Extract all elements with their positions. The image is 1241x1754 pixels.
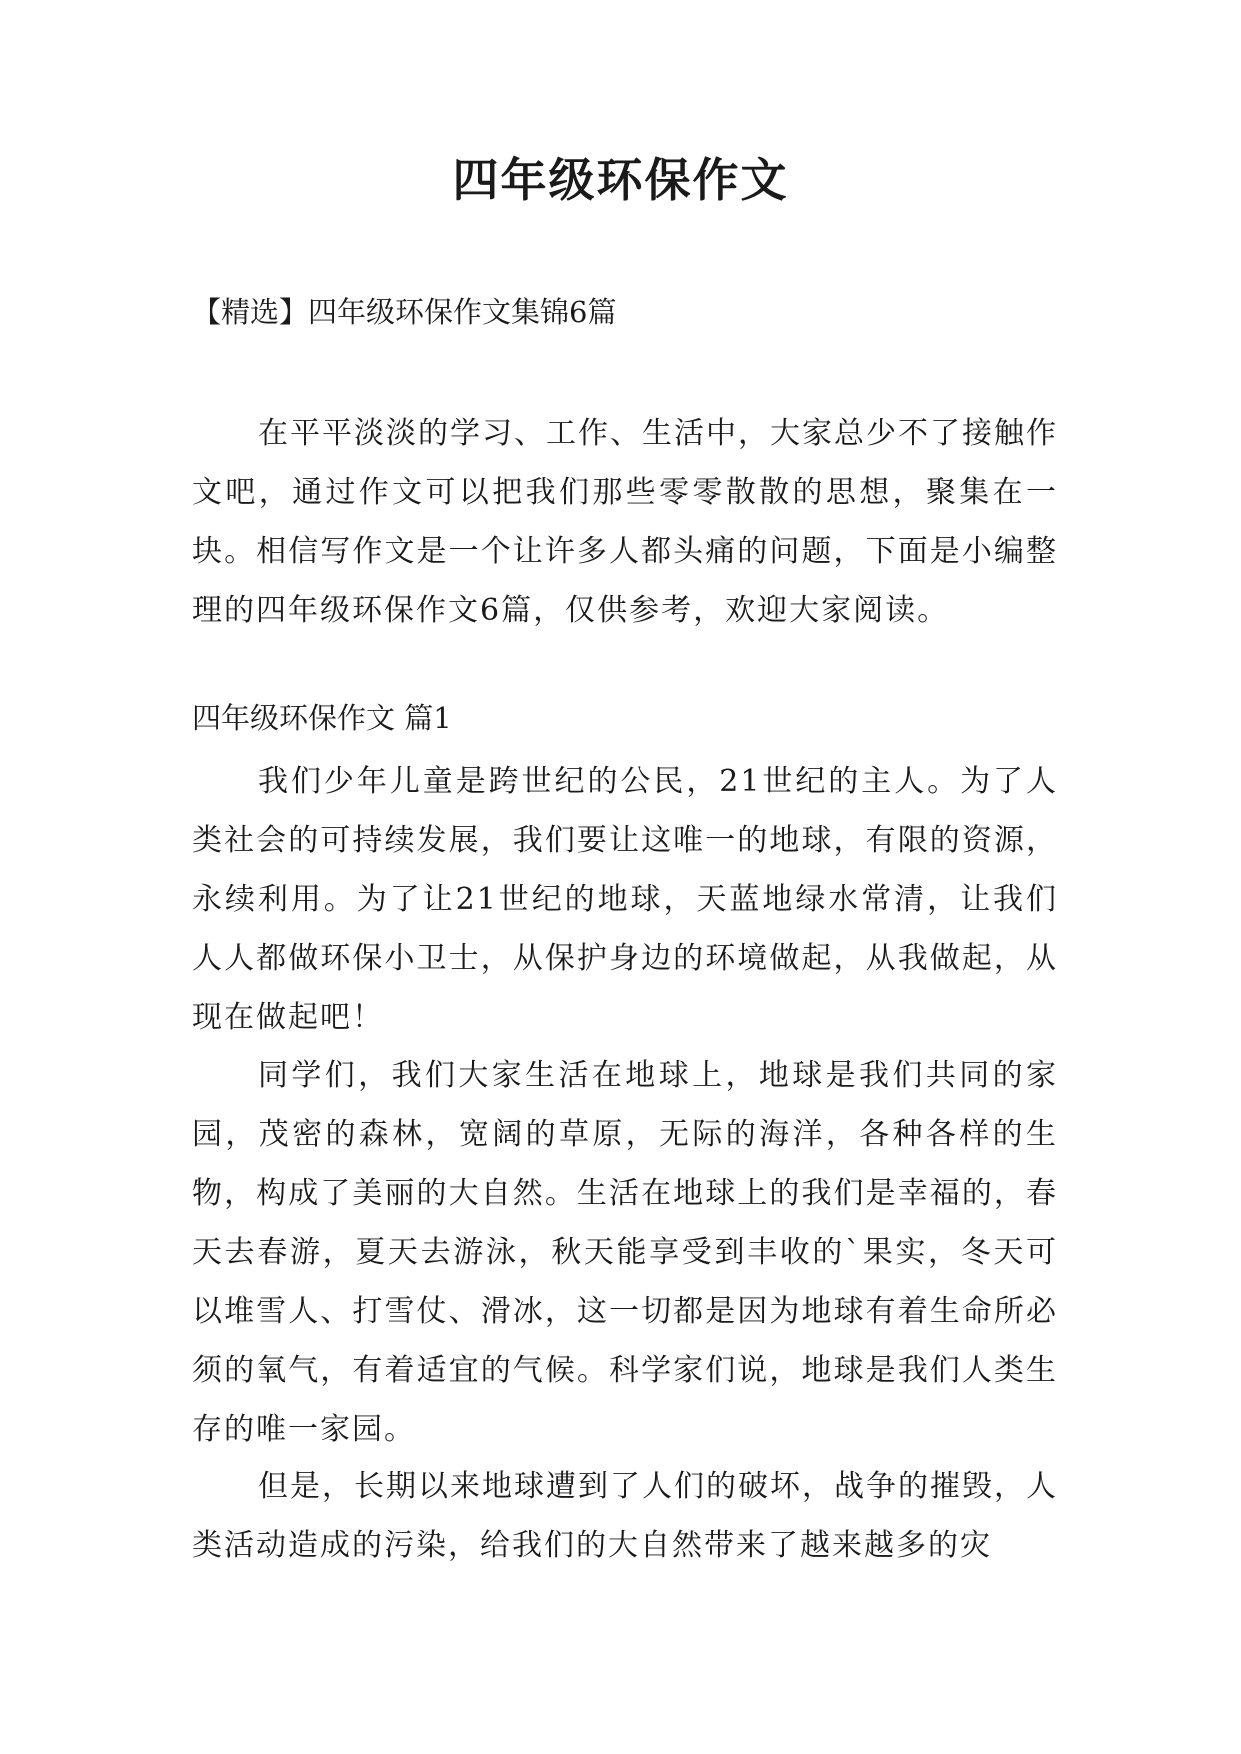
body-paragraph-3: 但是，长期以来地球遭到了人们的破坏，战争的摧毁，人类活动造成的污染，给我们的大自然带来了越来越多的灾 <box>192 1469 1058 1563</box>
intro-paragraph: 在平平淡淡的学习、工作、生活中，大家总少不了接触作文吧，通过作文可以把我们那些零零散散的思想，聚集在一块。相信写作文是一个让许多人都头痛的问题，下面是小编整理的四年级环保作文6篇，仅供参考，欢迎大家阅读。 <box>192 416 1058 628</box>
section-heading: 四年级环保作文 篇1 <box>192 701 452 735</box>
body-paragraph-1: 我们少年儿童是跨世纪的公民，21世纪的主人。为了人类社会的可持续发展，我们要让这唯一的地球，有限的资源，永续利用。为了让21世纪的地球，天蓝地绿水常清，让我们人人都做环保小卫士，从保护身边的环境做起，从我做起，从现在做起吧！ <box>192 764 1058 1035</box>
document-title: 四年级环保作文 <box>452 153 789 207</box>
body-paragraph-2: 同学们，我们大家生活在地球上，地球是我们共同的家园，茂密的森林，宽阔的草原，无际的海洋，各种各样的生物，构成了美丽的大自然。生活在地球上的我们是幸福的，春天去春游，夏天去游泳，秋天能享受到丰收的`果实，冬天可以堆雪人、打雪仗、滑冰，这一切都是因为地球有着生命所必须的氧气，有着适宜的气候。科学家们说，地球是我们人类生存的唯一家园。 <box>192 1058 1058 1447</box>
document-subtitle: 【精选】四年级环保作文集锦6篇 <box>192 295 617 329</box>
